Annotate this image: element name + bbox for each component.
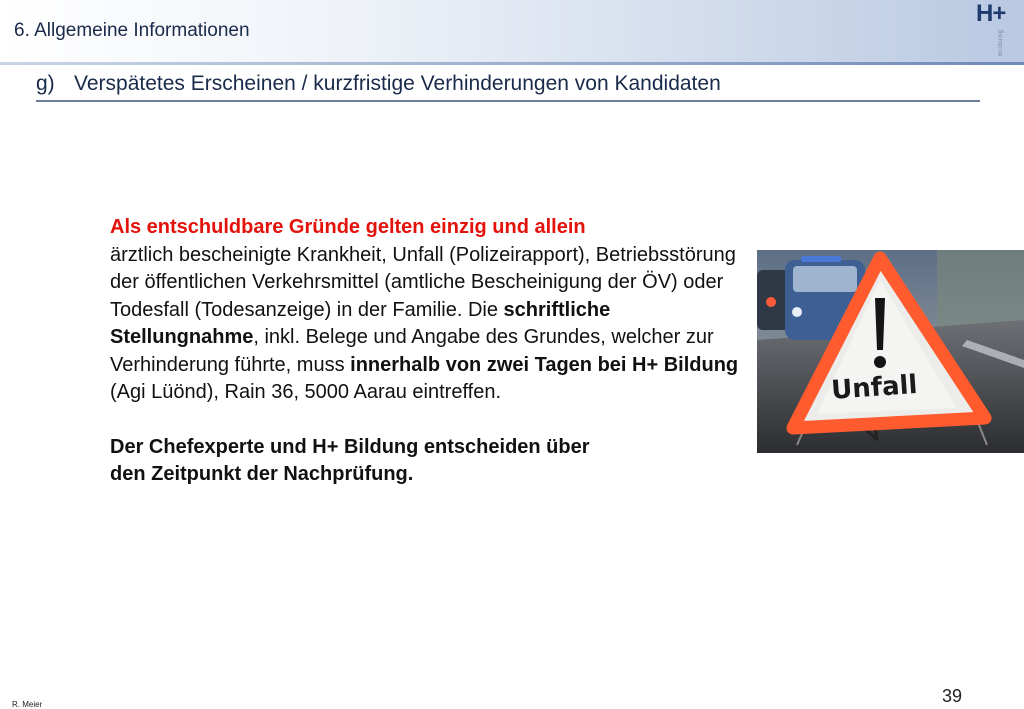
header-divider	[0, 62, 1024, 65]
title-underline	[36, 100, 980, 102]
accident-warning-photo	[757, 250, 1024, 453]
body-conclusion-line-1: Der Chefexperte und H+ Bildung entscheiden über	[110, 435, 590, 458]
slide-subtitle	[36, 72, 721, 96]
body-red-heading: Als entschuldbare Gründe gelten einzig und allein	[110, 216, 586, 238]
accident-photo-svg	[757, 250, 1024, 453]
footer-author: R. Meier	[12, 700, 43, 709]
body-text-part-b: , inkl. Belege und Angabe des Grundes, welcher zur Verhinderung führte, muss	[110, 326, 714, 376]
body-bold-statement: schriftliche Stellungnahme	[110, 298, 611, 348]
page-number: 39	[942, 686, 963, 706]
slide-body	[110, 214, 750, 489]
body-bold-deadline: innerhalb von zwei Tagen bei H+ Bildung	[350, 353, 739, 376]
section-title: 6. Allgemeine Informationen	[14, 20, 250, 41]
body-paragraph-2	[110, 434, 750, 489]
body-conclusion-line-2: den Zeitpunkt der Nachprüfung.	[110, 463, 414, 485]
subtitle-letter: g)	[36, 72, 55, 95]
subtitle-text: Verspätetes Erscheinen / kurzfristige Verhinderungen von Kandidaten	[74, 72, 721, 95]
body-paragraph-1	[110, 214, 750, 407]
logo-mark: H+	[976, 0, 1006, 27]
body-text-part-c: (Agi Lüönd), Rain 36, 5000 Aarau eintreffen.	[110, 381, 502, 403]
body-text-part-a: ärztlich bescheinigte Krankheit, Unfall (Polizeirapport), Betriebsstörung der öffentlichen Verkehrsmittel (amtliche Bescheinigung der ÖV) oder Todesfall (Todesanzeige) in der Familie. Die	[110, 243, 736, 321]
sign-unfall-text: Unfall	[830, 369, 919, 406]
logo-subtext: Bildung	[998, 29, 1004, 57]
hplus-logo	[976, 2, 1014, 58]
